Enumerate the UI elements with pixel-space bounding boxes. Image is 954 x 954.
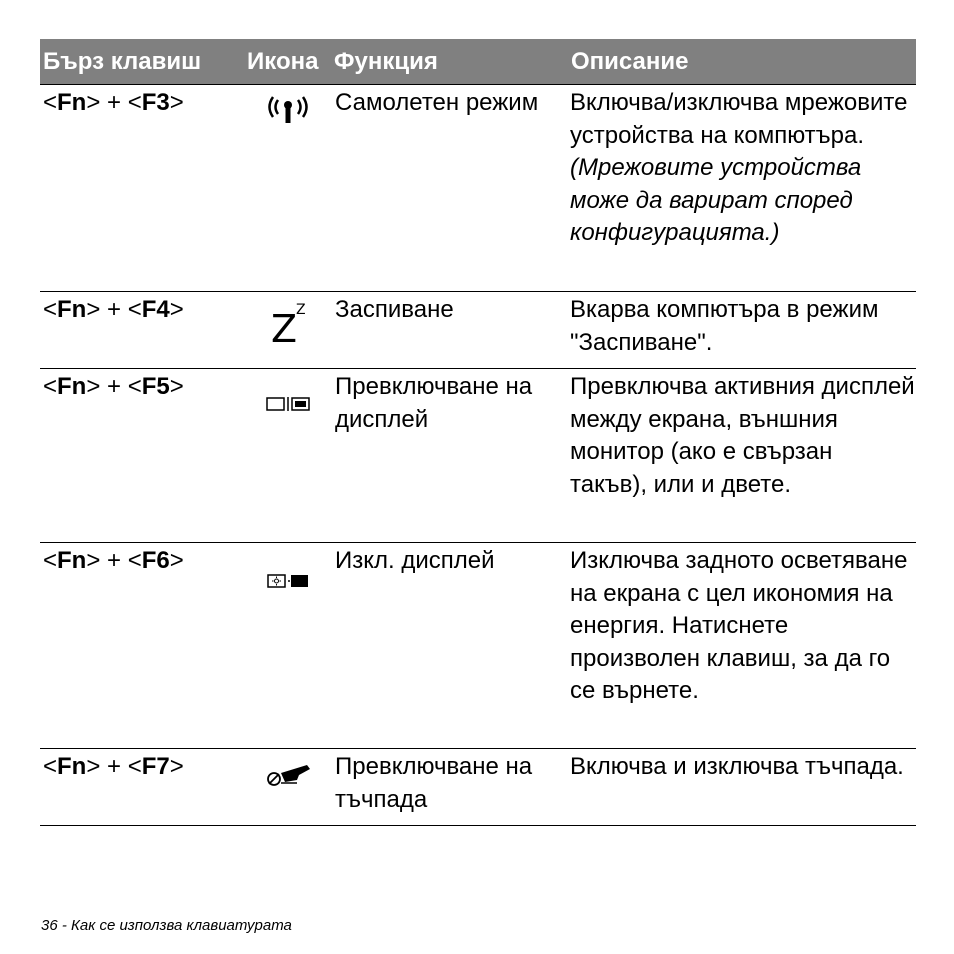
sleep-zz-icon — [266, 298, 310, 368]
header-description: Описание — [571, 47, 689, 75]
description-note: (Мрежовите устройства може да варират според конфигурацията.) — [570, 154, 862, 246]
description-cell: Превключва активния дисплей между екрана, външния монитор (ако е свързан такъв), или и двете. — [570, 373, 915, 498]
display-toggle-icon — [264, 389, 312, 542]
function-cell: Превключване на дисплей — [335, 373, 533, 433]
display-off-icon — [264, 565, 312, 748]
hotkey-cell: <Fn> + <F3> — [43, 89, 184, 116]
function-cell: Самолетен режим — [335, 89, 539, 116]
hotkey-cell: <Fn> + <F5> — [43, 373, 184, 400]
hotkey-table — [40, 39, 916, 826]
header-function: Функция — [334, 47, 438, 75]
function-cell: Изкл. дисплей — [335, 547, 495, 574]
table-row — [40, 543, 916, 749]
svg-text:Z: Z — [271, 307, 298, 346]
function-cell: Заспиване — [335, 296, 454, 323]
hotkey-cell: <Fn> + <F4> — [43, 296, 184, 323]
description-cell: Изключва задното осветяване на екрана с цел икономия на енергия. Натиснете произволен клавиш, за да го се върнете. — [570, 547, 908, 704]
table-row — [40, 749, 916, 826]
header-icon: Икона — [247, 47, 319, 75]
svg-text:Z: Z — [296, 302, 306, 318]
function-cell: Превключване на тъчпада — [335, 753, 533, 813]
wireless-antenna-icon — [264, 91, 312, 291]
description-cell: Включва/изключва мрежовите устройства на компютъра. (Мрежовите устройства може да варират според конфигурацията.) — [570, 89, 908, 246]
touchpad-toggle-icon — [263, 759, 313, 825]
page-footer: 36 - Как се използва клавиатурата — [41, 917, 292, 934]
hotkey-cell: <Fn> + <F6> — [43, 547, 184, 574]
table-row — [40, 292, 916, 369]
table-row — [40, 85, 916, 292]
description-cell: Вкарва компютъра в режим "Заспиване". — [570, 296, 879, 356]
description-cell: Включва и изключва тъчпада. — [570, 753, 904, 780]
table-header-row — [40, 39, 916, 85]
hotkey-cell: <Fn> + <F7> — [43, 753, 184, 780]
header-hotkey: Бърз клавиш — [43, 47, 202, 75]
table-row — [40, 369, 916, 543]
